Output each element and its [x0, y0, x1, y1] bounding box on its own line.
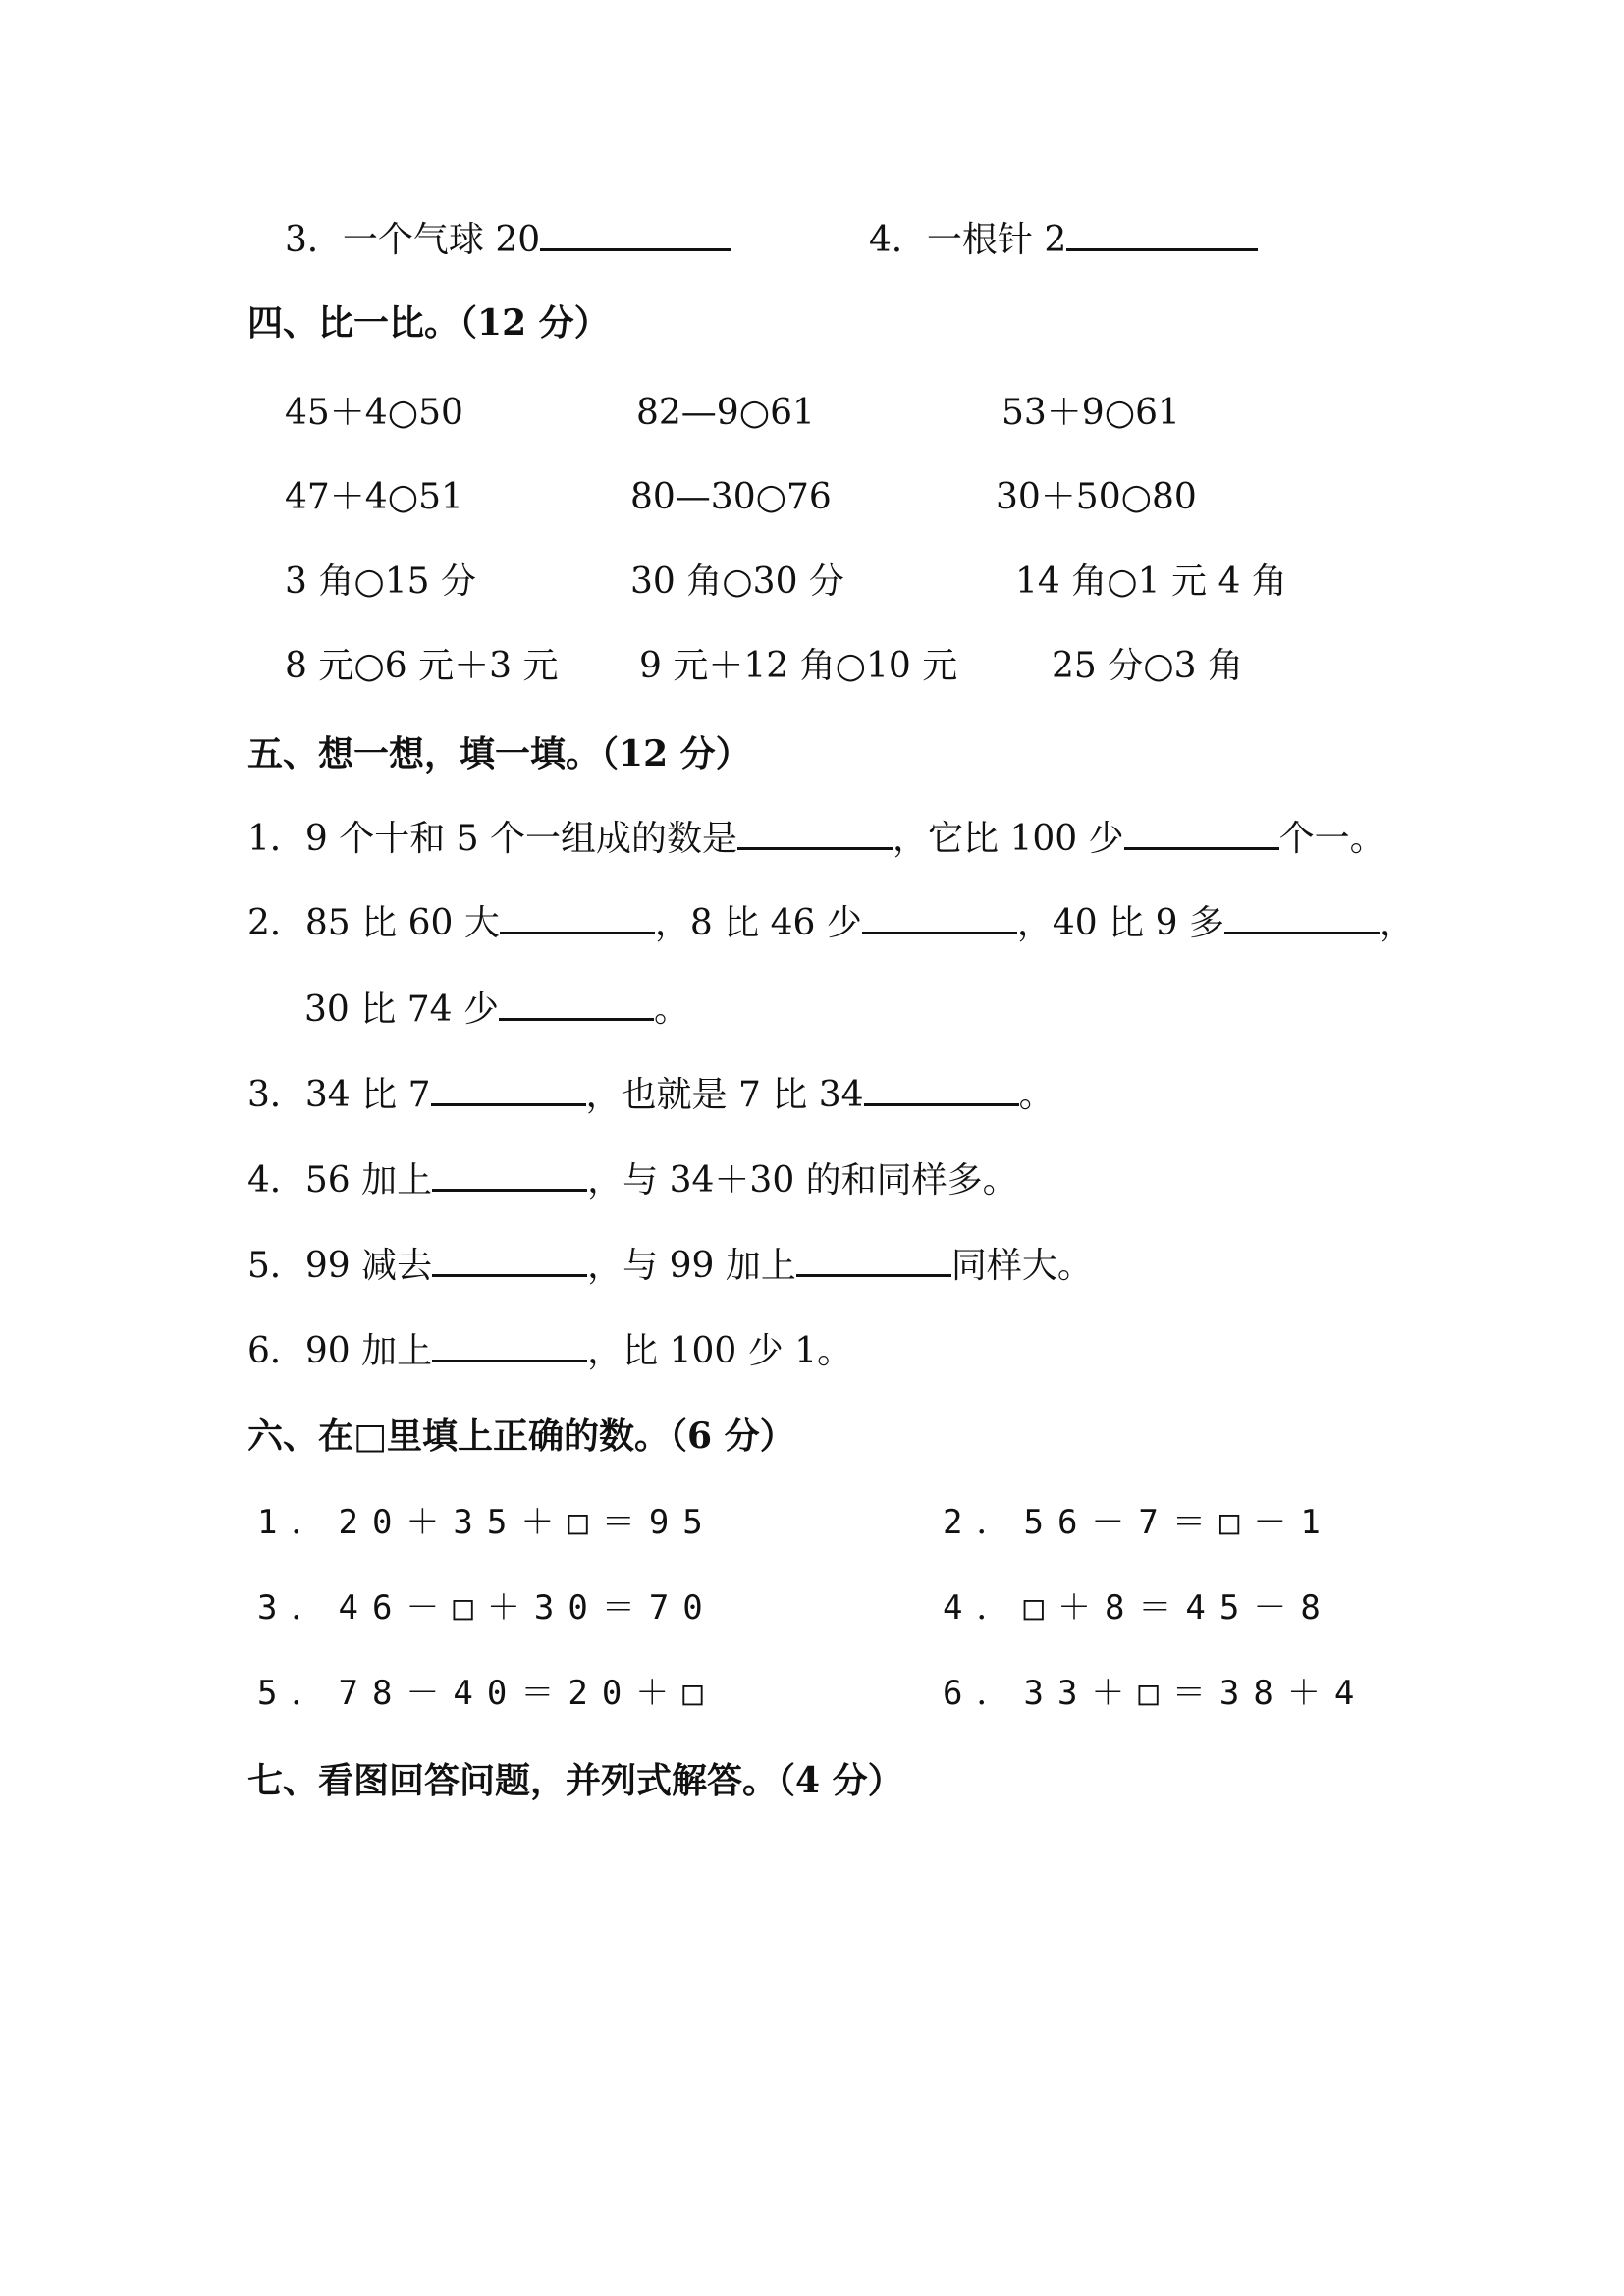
- question-text: 3．一个气球 20: [285, 220, 541, 260]
- answer-blank[interactable]: [432, 1183, 587, 1192]
- equation-item: 1．20＋35＋□＝95: [257, 1503, 717, 1542]
- answer-blank[interactable]: [431, 1097, 586, 1106]
- section-4-heading: [247, 300, 610, 346]
- section-5-heading: [247, 731, 751, 776]
- section-score: （12 分）: [460, 302, 610, 344]
- section-title: 四、比一比。: [247, 302, 460, 344]
- compare-item: 80—30○76: [630, 477, 832, 517]
- answer-blank[interactable]: [500, 926, 655, 934]
- section-title: 五、想一想，填一填。: [247, 733, 602, 774]
- question-text: 5．99 减去: [247, 1246, 433, 1286]
- compare-item: 30 角○30 分: [630, 561, 844, 602]
- question-text: ，: [1379, 903, 1415, 943]
- compare-item: 82—9○61: [636, 393, 815, 433]
- section-score: （12 分）: [601, 733, 751, 774]
- question-text: ，8 比 46 少: [654, 903, 862, 943]
- question-text: 。: [653, 989, 689, 1030]
- question-text: ，与 99 加上: [587, 1246, 796, 1286]
- fill-question-4: [247, 1158, 1018, 1203]
- fill-question-1: [247, 817, 1385, 862]
- equation-item: 4．□＋8＝45－8: [943, 1588, 1334, 1628]
- question-text: ，它比 100 少: [893, 819, 1124, 859]
- question-text: ，比 100 少 1。: [587, 1331, 853, 1371]
- question-text: 。: [1018, 1075, 1055, 1115]
- compare-item: 30＋50○80: [996, 477, 1197, 517]
- equation-item: 6．33＋□＝38＋4: [943, 1674, 1369, 1713]
- question-text: 6．90 加上: [247, 1331, 433, 1371]
- compare-item: 3 角○15 分: [285, 561, 477, 602]
- compare-item: 53＋9○61: [1001, 393, 1180, 433]
- answer-blank[interactable]: [796, 1268, 951, 1277]
- equation-item: 5．78－40＝20＋□: [257, 1674, 717, 1713]
- compare-item: 14 角○1 元 4 角: [1015, 561, 1287, 602]
- compare-item: 25 分○3 角: [1052, 646, 1244, 686]
- section-score: （4 分）: [778, 1760, 903, 1801]
- fill-question-3: [247, 1073, 1055, 1118]
- question-text: ，与 34＋30 的和同样多。: [587, 1160, 1018, 1201]
- fill-question-2-continued: [304, 988, 689, 1033]
- answer-blank[interactable]: [737, 841, 893, 850]
- answer-blank[interactable]: [432, 1268, 587, 1277]
- question-text: 4．56 加上: [247, 1160, 433, 1201]
- section-6-heading: [247, 1414, 795, 1459]
- question-text: 个一。: [1278, 819, 1385, 859]
- compare-item: 47＋4○51: [285, 477, 463, 517]
- question-text: 30 比 74 少: [304, 989, 499, 1030]
- answer-blank[interactable]: [1124, 841, 1279, 850]
- question-text: 1．9 个十和 5 个一组成的数是: [247, 819, 738, 859]
- section-score: （6 分）: [670, 1415, 795, 1457]
- question-text: 2．85 比 60 大: [247, 903, 500, 943]
- question-text: ，也就是 7 比 34: [585, 1075, 864, 1115]
- compare-item: 8 元○6 元＋3 元: [285, 646, 559, 686]
- compare-item: 9 元＋12 角○10 元: [639, 646, 958, 686]
- answer-blank[interactable]: [540, 242, 731, 251]
- answer-blank[interactable]: [432, 1354, 587, 1362]
- unit-question-4: [869, 218, 1258, 263]
- section-title: 六、在□里填上正确的数。: [247, 1415, 671, 1457]
- fill-question-2: [247, 901, 1415, 946]
- section-title: 七、看图回答问题，并列式解答。: [247, 1760, 779, 1801]
- answer-blank[interactable]: [1066, 242, 1258, 251]
- equation-item: 3．46－□＋30＝70: [257, 1588, 717, 1628]
- fill-question-5: [247, 1244, 1093, 1289]
- section-7-heading: [247, 1758, 903, 1803]
- answer-blank[interactable]: [499, 1012, 654, 1021]
- question-text: 4．一根针 2: [869, 220, 1067, 260]
- unit-question-3: [285, 218, 731, 263]
- answer-blank[interactable]: [864, 1097, 1019, 1106]
- question-text: 3．34 比 7: [247, 1075, 431, 1115]
- compare-item: 45＋4○50: [285, 393, 463, 433]
- answer-blank[interactable]: [1224, 926, 1380, 934]
- equation-item: 2．56－7＝□－1: [943, 1503, 1334, 1542]
- fill-question-6: [247, 1329, 852, 1374]
- question-text: 同样大。: [950, 1246, 1093, 1286]
- question-text: ，40 比 9 多: [1016, 903, 1224, 943]
- answer-blank[interactable]: [862, 926, 1017, 934]
